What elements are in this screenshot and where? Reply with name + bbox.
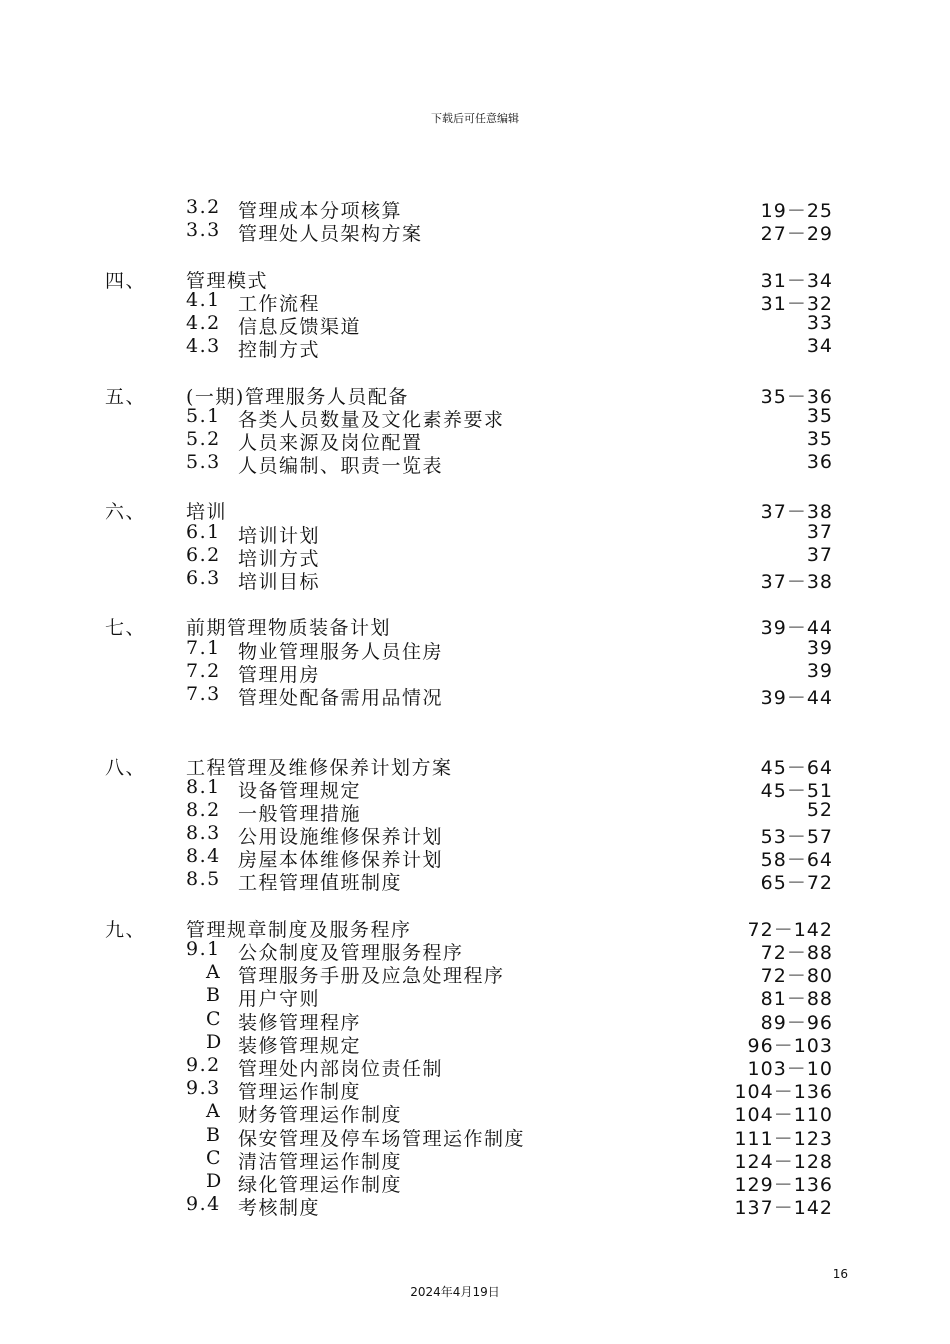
toc-entry-pages: 58－64 [760,849,833,872]
toc-entry-subsection[interactable] [0,1193,950,1220]
toc-entry-number: 四、 [105,269,147,292]
toc-entry-subsection[interactable] [0,845,950,872]
toc-entry-title: 管理用房 [238,663,321,686]
toc-entry-section[interactable] [0,497,950,524]
toc-entry-title: 绿化管理运作制度 [238,1173,403,1196]
toc-entry-title: 装修管理规定 [238,1034,362,1057]
toc-entry-title: 管理处配备需用品情况 [238,686,444,709]
toc-entry-title: 前期管理物质装备计划 [186,617,392,640]
toc-entry-number: D [206,1169,223,1192]
toc-entry-title: 装修管理程序 [238,1011,362,1034]
toc-entry-subsection[interactable] [0,427,950,454]
toc-entry-number: 5.2 [186,427,221,450]
toc-entry-title: 保安管理及停车场管理运作制度 [238,1127,526,1150]
toc-entry-title: 人员来源及岗位配置 [238,431,423,454]
toc-entry-title: 财务管理运作制度 [238,1104,403,1127]
toc-entry-pages: 37 [806,520,833,543]
toc-entry-pages: 52 [806,798,833,821]
toc-entry-subsection[interactable] [0,938,950,965]
toc-entry-number: D [206,1030,223,1053]
toc-entry-subsection[interactable] [0,868,950,895]
toc-entry-pages: 37－38 [760,571,833,593]
toc-entry-title: 考核制度 [238,1197,321,1220]
toc-entry-number: 七、 [105,617,147,640]
toc-entry-pages: 45－64 [760,756,833,779]
toc-entry-title: 培训方式 [238,547,321,570]
toc-entry-item[interactable] [0,1100,950,1127]
toc-entry-title: 人员编制、职责一览表 [238,455,444,478]
toc-entry-section[interactable] [0,613,950,640]
toc-entry-title: 清洁管理运作制度 [238,1150,403,1173]
toc-entry-pages: 81－88 [760,988,833,1011]
toc-entry-number: C [206,1007,223,1030]
toc-entry-section[interactable] [0,382,950,408]
toc-entry-subsection[interactable] [0,311,950,338]
toc-entry-number: 7.1 [186,636,221,659]
toc-entry-number: 6.2 [186,543,221,566]
table-of-contents [0,196,950,1220]
toc-entry-number: 4.3 [186,335,221,358]
toc-spacer [0,474,950,497]
toc-entry-subsection[interactable] [0,1077,950,1104]
toc-entry-pages: 96－103 [747,1034,833,1057]
toc-entry-subsection[interactable] [0,775,950,802]
toc-entry-title: 用户守则 [238,988,321,1011]
toc-entry-number: A [206,961,222,984]
toc-entry-number: 9.4 [186,1193,221,1216]
toc-entry-title: 管理服务手册及应急处理程序 [238,965,505,988]
toc-entry-number: 六、 [105,501,147,524]
toc-entry-subsection[interactable] [0,520,950,547]
toc-entry-pages: 37 [806,543,833,566]
toc-entry-pages: 35－36 [760,385,833,408]
toc-entry-number: 5.3 [186,451,221,474]
toc-entry-item[interactable] [0,1169,950,1196]
toc-entry-pages: 104－110 [734,1104,833,1127]
toc-entry-pages: 39－44 [760,686,833,709]
page-footer-date: 2024年4月19日 [410,1285,500,1299]
toc-entry-number: 7.3 [186,682,221,705]
toc-entry-pages: 39 [806,636,833,659]
toc-entry-pages: 103－10 [747,1057,833,1080]
toc-entry-pages: 72－142 [747,918,833,941]
toc-entry-pages: 124－128 [734,1150,833,1173]
toc-entry-section[interactable] [0,915,950,941]
toc-entry-number: 8.3 [186,822,221,845]
toc-entry-subsection[interactable] [0,219,950,246]
toc-entry-subsection[interactable] [0,659,950,686]
toc-entry-title: 工作流程 [238,292,321,315]
toc-entry-pages: 89－96 [760,1011,833,1034]
toc-entry-title: 管理运作制度 [238,1081,362,1104]
toc-entry-item[interactable] [0,1007,950,1034]
toc-entry-pages: 72－88 [760,942,833,965]
toc-entry-number: 8.5 [186,868,221,891]
toc-entry-pages: 53－57 [760,826,833,849]
toc-entry-pages: 35 [806,427,833,450]
toc-entry-title: 设备管理规定 [238,779,362,802]
toc-entry-title: 管理模式 [186,269,269,292]
toc-entry-pages: 37－38 [760,501,833,524]
toc-entry-title: 管理规章制度及服务程序 [186,918,412,941]
toc-entry-title: 管理处内部岗位责任制 [238,1057,444,1080]
toc-entry-number: 7.2 [186,659,221,682]
toc-entry-number: 9.1 [186,938,221,961]
page-header: 下载后可任意编辑 [431,112,519,125]
toc-entry-number: 4.2 [186,311,221,334]
toc-entry-number: B [206,984,222,1007]
toc-entry-pages: 45－51 [760,779,833,802]
toc-entry-pages: 31－34 [760,269,833,292]
toc-entry-subsection[interactable] [0,543,950,570]
toc-entry-section[interactable] [0,753,950,779]
toc-entry-pages: 35 [806,404,833,427]
toc-entry-title: 一般管理措施 [238,802,362,825]
toc-entry-subsection[interactable] [0,1053,950,1080]
toc-entry-number: 3.3 [186,219,221,242]
toc-entry-title: 物业管理服务人员住房 [238,640,444,663]
toc-spacer [0,706,950,752]
toc-entry-title: 培训目标 [238,571,321,593]
toc-entry-number: 5.1 [186,404,221,427]
toc-entry-number: 五、 [105,385,147,408]
toc-entry-item[interactable] [0,961,950,988]
toc-entry-item[interactable] [0,984,950,1011]
toc-entry-number: 4.1 [186,288,221,311]
toc-entry-number: 9.3 [186,1077,221,1100]
page-number: 16 [832,1267,848,1281]
toc-entry-number: C [206,1146,223,1169]
toc-entry-title: 各类人员数量及文化素养要求 [238,408,505,431]
toc-entry-title: 培训计划 [238,524,321,547]
toc-entry-number: 9.2 [186,1053,221,1076]
toc-entry-item[interactable] [0,1030,950,1057]
toc-entry-number: A [206,1100,222,1123]
toc-entry-number: 3.2 [186,196,221,218]
toc-entry-pages: 31－32 [760,292,833,315]
toc-entry-title: 公用设施维修保养计划 [238,826,444,849]
toc-entry-pages: 39 [806,659,833,682]
toc-entry-title: 培训 [186,501,228,524]
toc-entry-pages: 111－123 [734,1127,833,1150]
toc-entry-item[interactable] [0,1146,950,1173]
toc-entry-pages: 129－136 [734,1173,833,1196]
toc-spacer [0,358,950,381]
toc-entry-title: 工程管理及维修保养计划方案 [186,756,453,779]
toc-entry-title: 管理成本分项核算 [238,200,403,222]
toc-entry-number: 8.2 [186,798,221,821]
toc-entry-number: 6.3 [186,567,221,589]
toc-entry-pages: 39－44 [760,617,833,640]
toc-entry-number: 6.1 [186,520,221,543]
toc-entry-number: B [206,1123,222,1146]
toc-entry-pages: 33 [806,311,833,334]
toc-entry-subsection[interactable] [0,451,950,478]
toc-entry-title: 工程管理值班制度 [238,872,403,895]
toc-entry-title: (一期)管理服务人员配备 [186,385,409,408]
toc-entry-pages: 65－72 [760,872,833,895]
toc-entry-title: 公众制度及管理服务程序 [238,942,464,965]
toc-entry-subsection[interactable] [0,404,950,431]
toc-entry-number: 九、 [105,918,147,941]
toc-entry-pages: 34 [806,335,833,358]
toc-entry-subsection[interactable] [0,288,950,315]
toc-entry-pages: 19－25 [760,200,833,222]
toc-entry-subsection[interactable] [0,798,950,825]
toc-entry-item[interactable] [0,1123,950,1150]
toc-entry-number: 8.1 [186,775,221,798]
toc-entry-pages: 104－136 [734,1081,833,1104]
toc-entry-title: 管理处人员架构方案 [238,223,423,246]
toc-entry-pages: 36 [806,451,833,474]
toc-entry-pages: 72－80 [760,965,833,988]
toc-entry-section[interactable] [0,266,950,292]
toc-entry-number: 八、 [105,756,147,779]
toc-entry-subsection[interactable] [0,636,950,663]
toc-entry-title: 信息反馈渠道 [238,315,362,338]
toc-entry-subsection[interactable] [0,682,950,709]
toc-entry-number: 8.4 [186,845,221,868]
toc-entry-subsection[interactable] [0,335,950,362]
toc-entry-subsection[interactable] [0,567,950,593]
toc-entry-pages: 137－142 [734,1197,833,1220]
toc-entry-pages: 27－29 [760,223,833,246]
toc-entry-title: 房屋本体维修保养计划 [238,849,444,872]
toc-entry-subsection[interactable] [0,822,950,849]
toc-entry-subsection[interactable] [0,196,950,222]
toc-entry-title: 控制方式 [238,339,321,362]
